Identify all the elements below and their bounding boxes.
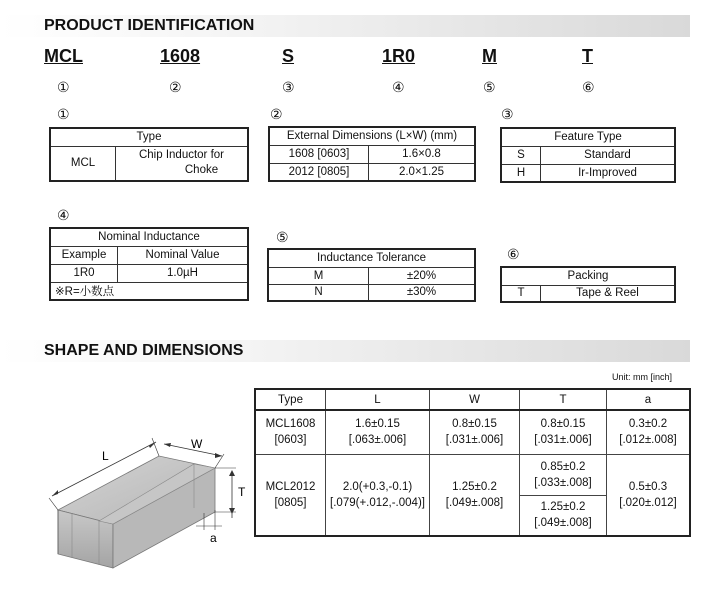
inductance-example: 1R0 [50,264,118,282]
dimensions-table [254,388,691,537]
tolerance-value-n: ±30% [369,284,476,301]
row1-w: 0.8±0.15 [452,418,497,431]
inductance-table-marker: ④ [57,207,70,223]
feature-value-ir-improved: Ir-Improved [541,164,676,182]
label-t: T [238,485,246,499]
col-type: Type [255,389,326,410]
label-a: a [210,531,217,545]
inductance-col-value: Nominal Value [118,246,249,264]
code-marker-6: ⑥ [582,79,595,95]
type-table-header: Type [50,128,248,146]
row2-t-b: 1.25±0.2 [540,501,586,514]
code-marker-1: ① [57,79,70,95]
type-description-line-2: Choke [184,164,219,177]
row2-type: MCL2012 [265,480,316,493]
row1-a: 0.3±0.2 [628,418,668,431]
table-row [255,454,690,495]
tolerance-value-m: ±20% [369,267,476,284]
label-l: L [102,449,109,463]
col-a: a [607,389,691,410]
row1-l-inch: [.063±.006] [348,434,407,447]
chip-inductor-diagram [44,418,254,588]
dimension-table-marker: ② [270,106,283,122]
row1-t: 0.8±0.15 [540,418,586,431]
row2-l: 2.0(+0.3,-0.1) [342,480,413,493]
col-l: L [326,389,430,410]
feature-table-header: Feature Type [501,128,675,146]
code-tolerance: M [482,46,497,66]
packing-table [500,266,676,303]
code-series: MCL [44,46,83,66]
row2-t-a: 0.85±0.2 [540,460,586,473]
row2-type-inch: [0805] [274,496,307,509]
table-row [255,410,690,454]
col-t: T [520,389,607,410]
feature-code-s: S [501,146,541,164]
feature-value-standard: Standard [541,146,676,164]
packing-table-marker: ⑥ [507,246,520,262]
row2-t-b-inch: [.049±.008] [534,517,592,530]
dimension-code-2012: 2012 [0805] [269,163,369,181]
dimension-value-1608: 1.6×0.8 [369,145,476,163]
code-marker-2: ② [169,79,182,95]
feature-table-marker: ③ [501,106,514,122]
inductance-col-example: Example [50,246,118,264]
dimension-code-1608: 1608 [0603] [269,145,369,163]
inductance-value: 1.0µH [118,264,249,282]
row1-a-inch: [.012±.008] [619,434,677,447]
col-w: W [430,389,520,410]
row1-t-inch: [.031±.006] [534,434,592,447]
label-w: W [191,437,203,451]
type-description-line-1: Chip Inductor for [138,149,224,162]
row2-a-inch: [.020±.012] [619,496,677,509]
type-code: MCL [50,146,116,181]
tolerance-table-marker: ⑤ [276,229,289,245]
code-inductance: 1R0 [382,46,416,66]
code-packing: T [582,46,593,66]
packing-code: T [501,285,541,302]
inductance-table [49,227,249,301]
tolerance-table [267,248,476,302]
type-table [49,127,249,182]
row1-l: 1.6±0.15 [355,418,400,431]
tolerance-table-header: Inductance Tolerance [268,249,475,267]
type-description [116,146,249,181]
code-marker-5: ⑤ [483,79,496,95]
row1-type-inch: [0603] [274,434,307,447]
row2-a: 0.5±0.3 [628,480,668,493]
type-table-marker: ① [57,106,70,122]
row2-t-a-inch: [.033±.008] [534,476,592,489]
unit-label: Unit: mm [inch] [612,372,673,382]
inductance-table-header: Nominal Inductance [50,228,248,246]
code-feature: S [282,46,295,66]
packing-value: Tape & Reel [541,285,676,302]
row1-w-inch: [.031±.006] [445,434,504,447]
code-dimension: 1608 [160,46,201,66]
product-identification-title: PRODUCT IDENTIFICATION [0,15,690,37]
tolerance-code-n: N [268,284,369,301]
dimension-value-2012: 2.0×1.25 [369,163,476,181]
packing-table-header: Packing [501,267,675,285]
row1-type: MCL1608 [265,418,316,431]
row2-w-inch: [.049±.008] [445,496,504,509]
tolerance-code-m: M [268,267,369,284]
shape-dimensions-title: SHAPE AND DIMENSIONS [0,340,690,362]
dimension-table [268,126,476,182]
row2-w: 1.25±0.2 [452,480,497,493]
code-marker-4: ④ [392,79,405,95]
inductance-note: ※R=小数点 [50,282,248,300]
feature-table [500,127,676,183]
code-marker-3: ③ [282,79,295,95]
row2-l-inch: [.079(+.012,-.004)] [330,496,425,509]
feature-code-h: H [501,164,541,182]
dimension-table-header: External Dimensions (L×W) (mm) [269,127,475,145]
